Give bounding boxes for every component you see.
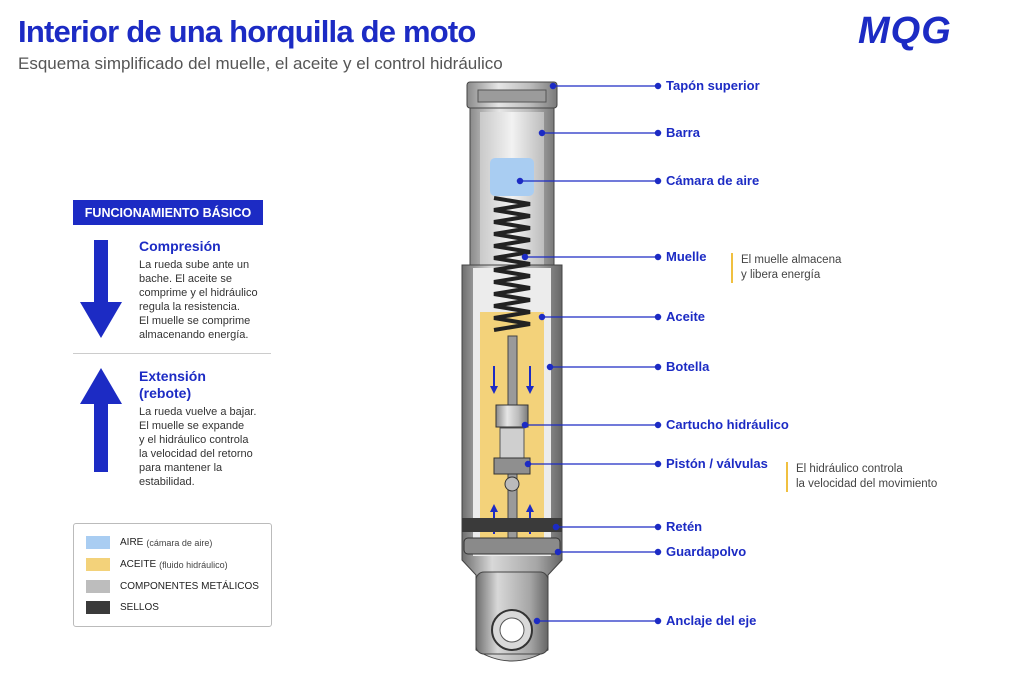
- note-line: la velocidad del movimiento: [796, 478, 938, 490]
- dust-seal: [464, 538, 560, 554]
- note-line: El hidráulico controla: [796, 463, 903, 475]
- callout-tapon: Tapón superior: [666, 78, 760, 93]
- note-line: El muelle almacena: [741, 254, 842, 266]
- legend-sub: (fluido hidráulico): [159, 559, 228, 570]
- piston: [494, 458, 530, 474]
- legend-label: AIRE: [120, 537, 144, 548]
- text-line: almacenando energía.: [139, 329, 249, 341]
- text-line: comprime y el hidráulico: [139, 287, 258, 299]
- page-subtitle: Esquema simplificado del muelle, el aceite y el control hidráulico: [18, 54, 503, 73]
- callout-muelle: Muelle: [666, 249, 707, 264]
- page-title: Interior de una horquilla de moto: [18, 14, 476, 49]
- callout-guardapolvo: Guardapolvo: [666, 544, 747, 559]
- title-line: (rebote): [139, 385, 192, 401]
- air-chamber: [490, 158, 534, 196]
- callout-camara: Cámara de aire: [666, 173, 760, 188]
- text-line: para mantener la: [139, 462, 223, 474]
- callout-cartucho: Cartucho hidráulico: [666, 417, 789, 432]
- callout-aceite: Aceite: [666, 309, 706, 324]
- text-line: El muelle se expande: [139, 420, 245, 432]
- note-piston: [786, 462, 937, 492]
- callout-botella: Botella: [666, 359, 710, 374]
- text-line: y el hidráulico controla: [139, 434, 249, 446]
- legend-label: ACEITE: [120, 559, 157, 570]
- callout-piston: Pistón / válvulas: [666, 456, 768, 471]
- callout-reten: Retén: [666, 519, 703, 534]
- callout-anclaje: Anclaje del eje: [666, 613, 757, 628]
- note-line: y libera energía: [741, 269, 821, 281]
- note-muelle: [731, 253, 841, 283]
- text-line: estabilidad.: [139, 476, 195, 488]
- title-line: Extensión: [139, 368, 206, 384]
- compression-title: Compresión: [139, 238, 221, 254]
- text-line: bache. El aceite se: [139, 273, 232, 285]
- legend-sub: (cámara de aire): [146, 537, 213, 548]
- section-header: FUNCIONAMIENTO BÁSICO: [73, 200, 263, 225]
- text-line: La rueda sube ante un: [139, 259, 250, 271]
- callout-barra: Barra: [666, 125, 700, 140]
- brand-logo: MQG: [858, 10, 952, 52]
- text-line: regula la resistencia.: [139, 301, 240, 313]
- oil-seal: [462, 518, 562, 532]
- text-line: El muelle se comprime: [139, 315, 251, 327]
- legend-label: COMPONENTES METÁLICOS: [120, 581, 259, 592]
- text-line: la velocidad del retorno: [139, 448, 253, 460]
- legend-label: SELLOS: [120, 602, 159, 613]
- text-line: La rueda vuelve a bajar.: [139, 406, 257, 418]
